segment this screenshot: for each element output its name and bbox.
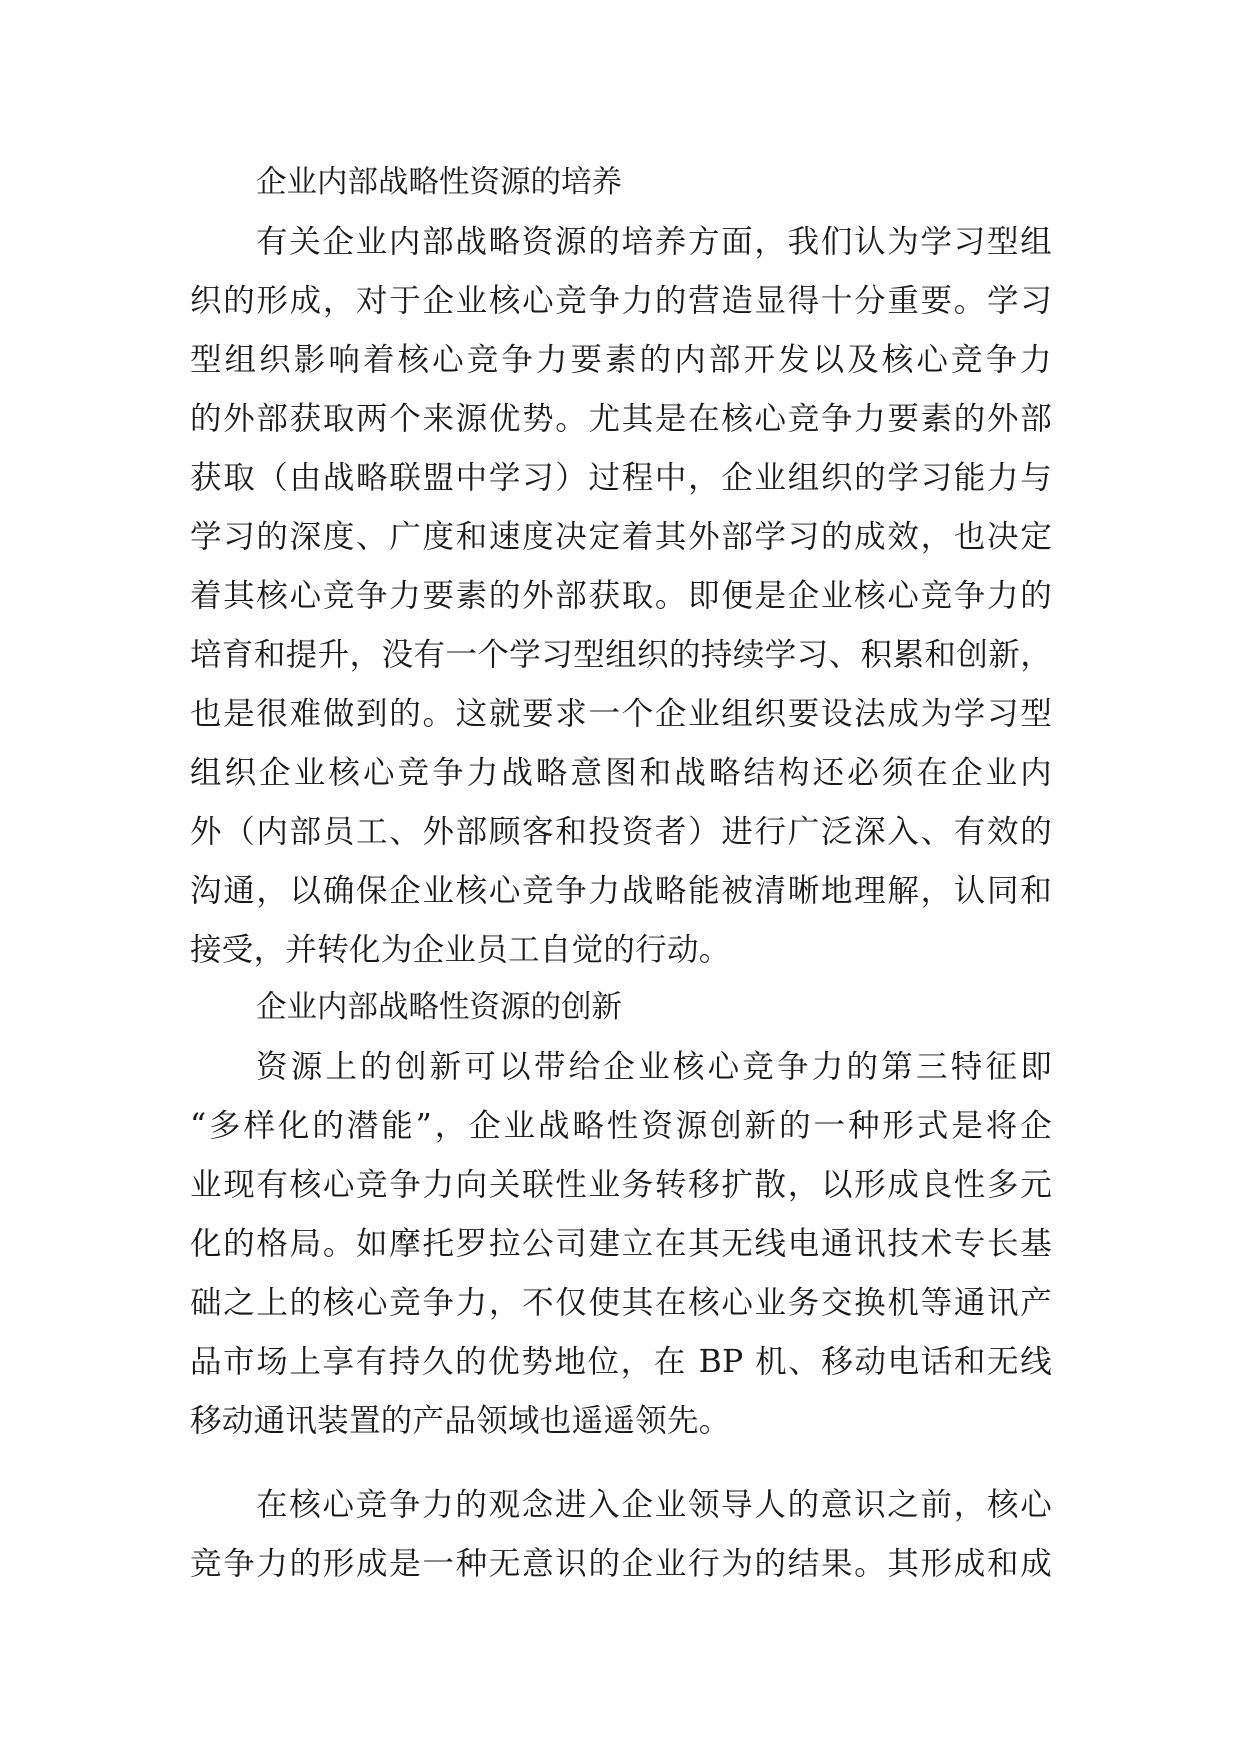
text-line: 有关企业内部战略资源的培养方面，我们认为学习型组: [256, 224, 1052, 260]
text-line: 接受，并转化为企业员工自觉的行动。: [190, 932, 731, 968]
text-line: 竞争力的形成是一种无意识的企业行为的结果。其形成和成: [190, 1546, 1052, 1582]
text-line: 型组织影响着核心竞争力要素的内部开发以及核心竞争力: [190, 342, 1052, 378]
text-line: 也是很难做到的。这就要求一个企业组织要设法成为学习型: [190, 696, 1052, 732]
section-heading: 企业内部战略性资源的培养: [256, 165, 622, 200]
text-line: 组织企业核心竞争力战略意图和战略结构还必须在企业内: [190, 755, 1052, 791]
section-heading: 企业内部战略性资源的创新: [256, 990, 622, 1025]
text-line: 移动通讯装置的产品领域也遥遥领先。: [190, 1403, 731, 1439]
text-line: 着其核心竞争力要素的外部获取。即便是企业核心竞争力的: [190, 578, 1052, 614]
text-line: 的外部获取两个来源优势。尤其是在核心竞争力要素的外部: [190, 401, 1052, 437]
text-line: 获取（由战略联盟中学习）过程中，企业组织的学习能力与: [190, 460, 1052, 496]
text-line: 外（内部员工、外部顾客和投资者）进行广泛深入、有效的: [190, 814, 1052, 850]
text-line: 织的形成，对于企业核心竞争力的营造显得十分重要。学习: [190, 283, 1052, 319]
text-line: 资源上的创新可以带给企业核心竞争力的第三特征即: [256, 1049, 1052, 1085]
text-line: 培育和提升，没有一个学习型组织的持续学习、积累和创新，: [190, 637, 1052, 673]
text-line: 学习的深度、广度和速度决定着其外部学习的成效，也决定: [190, 519, 1052, 555]
text-line: 沟通，以确保企业核心竞争力战略能被清晰地理解，认同和: [190, 873, 1052, 909]
text-line: 业现有核心竞争力向关联性业务转移扩散，以形成良性多元: [190, 1167, 1052, 1203]
text-line: “多样化的潜能”，企业战略性资源创新的一种形式是将企: [190, 1108, 1052, 1144]
text-line: 础之上的核心竞争力，不仅使其在核心业务交换机等通讯产: [190, 1285, 1052, 1321]
text-line: 在核心竞争力的观念进入企业领导人的意识之前，核心: [256, 1487, 1052, 1523]
text-line: 品市场上享有持久的优势地位，在 BP 机、移动电话和无线: [190, 1344, 1052, 1380]
text-line: 化的格局。如摩托罗拉公司建立在其无线电通讯技术专长基: [190, 1226, 1052, 1262]
